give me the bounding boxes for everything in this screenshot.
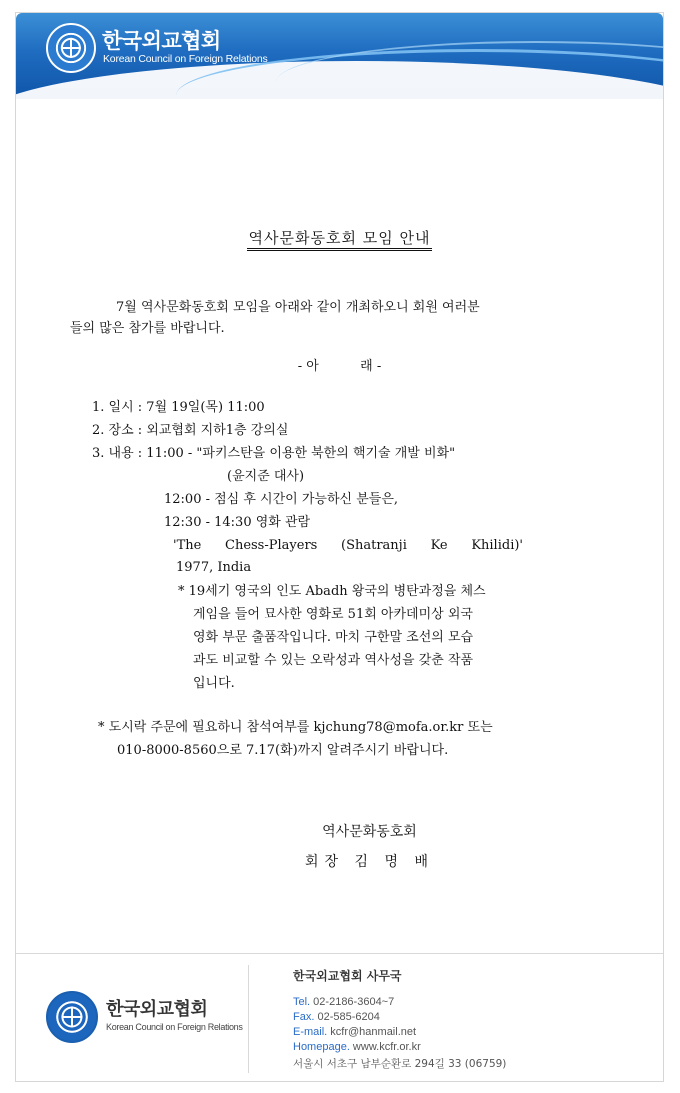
film-note-line: * 19세기 영국의 인도 Abadh 왕국의 병탄과정을 체스	[178, 584, 486, 599]
rsvp-line: * 도시락 주문에 필요하니 참석여부를 kjchung78@mofa.or.kr 또는	[98, 720, 493, 735]
film-title-word: Ke	[430, 538, 448, 553]
footer-org-name-english: Korean Council on Foreign Relations	[106, 1022, 243, 1032]
email-link[interactable]: kcfr@hanmail.net	[327, 1026, 417, 1038]
office-title: 한국외교협회 사무국	[293, 969, 402, 983]
footer-vertical-divider	[248, 965, 249, 1073]
item-date: 1. 일시 : 7월 19일(목) 11:00	[92, 400, 265, 415]
film-title-word: (Shatranji	[341, 538, 407, 553]
below-marker: - 아 래 -	[297, 359, 382, 374]
org-name-korean: 한국외교협회	[102, 29, 221, 53]
rsvp-line: 010-8000-8560으로 7.17(화)까지 알려주시기 바랍니다.	[117, 743, 449, 758]
tel-label: Tel.	[293, 996, 311, 1008]
fax-label: Fax.	[293, 1011, 315, 1023]
homepage-label: Homepage.	[293, 1041, 350, 1053]
email-frame	[15, 12, 664, 1082]
footer-org-name-korean: 한국외교협회	[106, 999, 208, 1020]
signature-person: 회장 김 명 배	[305, 854, 434, 870]
item-place: 2. 장소 : 외교협회 지하1층 강의실	[92, 423, 289, 438]
signature-club: 역사문화동호회	[322, 824, 417, 840]
org-name-english: Korean Council on Foreign Relations	[103, 53, 268, 65]
intro-line: 7월 역사문화동호회 모임을 아래와 같이 개최하오니 회원 여러분	[116, 300, 480, 315]
film-note-line: 과도 비교할 수 있는 오락성과 역사성을 갖춘 작품	[193, 653, 474, 668]
speaker-line: (윤지준 대사)	[227, 469, 305, 484]
contact-fax	[293, 1011, 380, 1023]
homepage-link[interactable]: www.kcfr.or.kr	[349, 1041, 421, 1053]
film-title-word: Khilidi)'	[471, 538, 523, 553]
film-title	[173, 536, 523, 555]
movie-line: 12:30 - 14:30 영화 관람	[164, 515, 311, 530]
film-note-line: 게임을 들어 묘사한 영화로 51회 아카데미상 외국	[193, 607, 473, 622]
film-title-word: 'The	[173, 538, 202, 553]
item-content: 3. 내용 : 11:00 - "파키스탄을 이용한 북한의 핵기술 개발 비화"	[92, 446, 456, 461]
header-banner	[16, 13, 663, 99]
notice-title	[16, 227, 663, 248]
email-label: E-mail.	[293, 1026, 328, 1038]
office-address: 서울시 서초구 남부순환로 294길 33 (06759)	[293, 1058, 507, 1070]
film-note-line: 영화 부문 출품작입니다. 마치 구한말 조선의 모습	[193, 630, 474, 645]
contact-homepage	[293, 1041, 421, 1053]
film-note-line: 입니다.	[193, 676, 235, 691]
kcfr-emblem-icon	[46, 991, 98, 1043]
banner-wave-line	[276, 41, 663, 99]
fax-value: 02-585-6204	[314, 1011, 380, 1023]
contact-tel	[293, 996, 394, 1008]
contact-email	[293, 1026, 416, 1038]
tel-value: 02-2186-3604~7	[310, 996, 395, 1008]
footer-divider-line	[16, 953, 663, 954]
intro-line: 들의 많은 참가를 바랍니다.	[70, 321, 225, 336]
notice-title-text: 역사문화동호회 모임 안내	[247, 229, 433, 251]
film-title-word: Chess-Players	[225, 538, 318, 553]
kcfr-emblem-icon	[46, 23, 96, 73]
film-year-country: 1977, India	[176, 560, 252, 575]
lunch-line: 12:00 - 점심 후 시간이 가능하신 분들은,	[164, 492, 399, 507]
